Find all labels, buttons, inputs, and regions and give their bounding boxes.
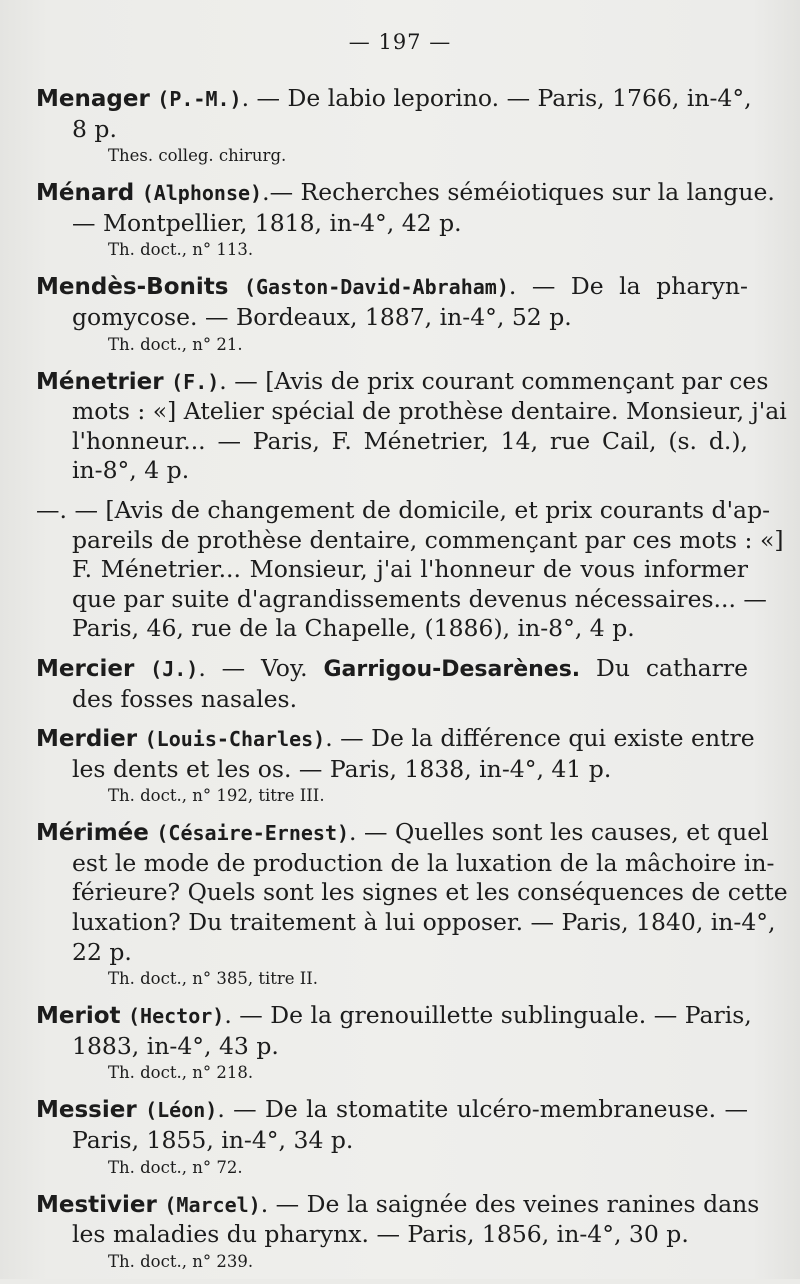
- author-surname: Mérimée: [36, 820, 149, 847]
- author-given-names: (Hector): [128, 1004, 225, 1029]
- bibliography-entry: [36, 1189, 760, 1274]
- thesis-note: Th. doct., n° 239.: [108, 1251, 254, 1271]
- entry-text: . — Quelles sont les causes, et quel: [349, 818, 769, 847]
- entry-text: . — Voy.: [198, 653, 324, 682]
- thesis-note: Th. doct., n° 192, titre III.: [108, 786, 325, 806]
- entry-spacer: [36, 714, 748, 724]
- bibliography-entry: [36, 178, 775, 262]
- entry-line: [36, 495, 771, 526]
- entry-text: . — [Avis de prix courant commençant par ces: [219, 366, 769, 395]
- entry-line: pareils de prothèse dentaire, commençant par ces mots : «]: [72, 525, 784, 554]
- bibliography-entries: [36, 84, 788, 1284]
- thesis-note: Th. doct., n° 21.: [108, 334, 243, 354]
- entry-line: l'honneur... — Paris, F. Ménetrier, 14, rue Cail, (s. d.),: [72, 426, 748, 455]
- entry-line: [36, 178, 775, 209]
- author-surname: Mercier: [36, 655, 135, 682]
- thesis-note: Th. doct., n° 72.: [108, 1157, 243, 1177]
- author-given-names: (Gaston-David-Abraham): [243, 275, 509, 300]
- entry-line: — Montpellier, 1818, in-4°, 42 p.: [72, 208, 462, 237]
- bibliography-entry: [36, 1001, 752, 1085]
- entry-line: [36, 366, 769, 398]
- entry-text: . — De la pharyn-: [508, 272, 748, 301]
- author-given-names: (Alphonse): [141, 181, 263, 206]
- entry-text: . — De la saignée des veines ranines dans: [260, 1189, 760, 1218]
- bibliography-entry: [36, 495, 784, 654]
- entry-line: F. Ménetrier... Monsieur, j'ai l'honneur de vous informer: [72, 555, 748, 584]
- entry-line: [36, 84, 752, 115]
- author-surname: Merdier: [36, 726, 138, 753]
- author-given-names: (Césaire-Ernest): [156, 821, 350, 846]
- entry-line: in-8°, 4 p.: [72, 456, 190, 485]
- entry-text: .— Recherches séméiotiques sur la langue.: [262, 178, 775, 207]
- entry-line: les maladies du pharynx. — Paris, 1856, in-4°, 30 p.: [72, 1220, 689, 1249]
- entry-line: Paris, 1855, in-4°, 34 p.: [72, 1126, 354, 1155]
- entry-line: [36, 272, 748, 303]
- author-given-names: (J.): [150, 656, 199, 681]
- author-surname: Mendès-Bonits: [36, 274, 229, 301]
- entry-line: 1883, in-4°, 43 p.: [72, 1031, 279, 1060]
- author-given-names: (Marcel): [164, 1192, 261, 1217]
- entry-line: Paris, 46, rue de la Chapelle, (1886), in-8°, 4 p.: [72, 614, 635, 643]
- entry-spacer: [36, 486, 748, 496]
- thesis-note: Th. doct., n° 218.: [108, 1063, 254, 1083]
- author-given-names: (P.-M.): [157, 87, 242, 111]
- entry-line: est le mode de production de la luxation de la mâchoire in-: [72, 848, 775, 877]
- author-surname: Ménetrier: [36, 368, 164, 395]
- entry-line: 22 p.: [72, 937, 132, 966]
- bibliography-entry: [36, 654, 748, 724]
- bibliography-entry: [36, 84, 752, 168]
- entry-line: des fosses nasales.: [72, 684, 298, 713]
- entry-line: luxation? Du traitement à lui opposer. — Paris, 1840, in-4°,: [72, 908, 776, 937]
- entry-text: . — De la stomatite ulcéro-membraneuse. —: [217, 1095, 748, 1124]
- entry-spacer: [36, 644, 748, 654]
- thesis-note: Thes. colleg. chirurg.: [108, 146, 287, 166]
- author-given-names: (Louis-Charles): [144, 727, 326, 752]
- entry-line: 8 p.: [72, 114, 117, 143]
- author-surname: Menager: [36, 86, 150, 112]
- author-surname: Messier: [36, 1097, 137, 1124]
- author-surname: Meriot: [36, 1003, 121, 1030]
- bibliography-entry: [36, 724, 755, 808]
- entry-line: [36, 1001, 752, 1032]
- entry-text: . — De la grenouillette sublinguale. — Paris,: [224, 1001, 752, 1030]
- entry-line: férieure? Quels sont les signes et les conséquences de cette: [72, 878, 788, 907]
- entry-line: mots : «] Atelier spécial de prothèse dentaire. Monsieur, j'ai: [72, 397, 787, 426]
- bibliography-entry: [36, 366, 787, 496]
- thesis-note: Th. doct., n° 385, titre II.: [108, 969, 319, 989]
- entry-text: . — De labio leporino. — Paris, 1766, in-4°,: [241, 84, 752, 112]
- author-surname: Ménard: [36, 180, 135, 207]
- thesis-note: Th. doct., n° 113.: [108, 240, 254, 260]
- entry-line: [36, 1095, 748, 1126]
- entry-line: les dents et les os. — Paris, 1838, in-4°, 41 p.: [72, 754, 612, 783]
- bibliography-entry: [36, 272, 748, 356]
- entry-text: —. — [Avis de changement de domicile, et prix courants d'ap-: [36, 495, 771, 524]
- entry-line: que par suite d'agrandissements devenus nécessaires... —: [72, 584, 767, 613]
- author-given-names: (Léon): [145, 1098, 218, 1123]
- entry-line: gomycose. — Bordeaux, 1887, in-4°, 52 p.: [72, 302, 572, 331]
- entry-line: [36, 1189, 760, 1221]
- author-given-names: (F.): [171, 369, 220, 394]
- entry-text: . — De la différence qui existe entre: [325, 724, 755, 753]
- bibliography-entry: [36, 818, 788, 991]
- page-number: — 197 —: [348, 30, 452, 54]
- entry-line: [36, 654, 748, 685]
- bibliography-entry: [36, 1095, 748, 1179]
- entry-line: [36, 818, 769, 849]
- entry-line: [36, 724, 755, 755]
- cross-reference: Garrigou-Desarènes.: [323, 656, 581, 682]
- entry-text: Du catharre: [580, 653, 748, 682]
- author-surname: Mestivier: [36, 1191, 157, 1218]
